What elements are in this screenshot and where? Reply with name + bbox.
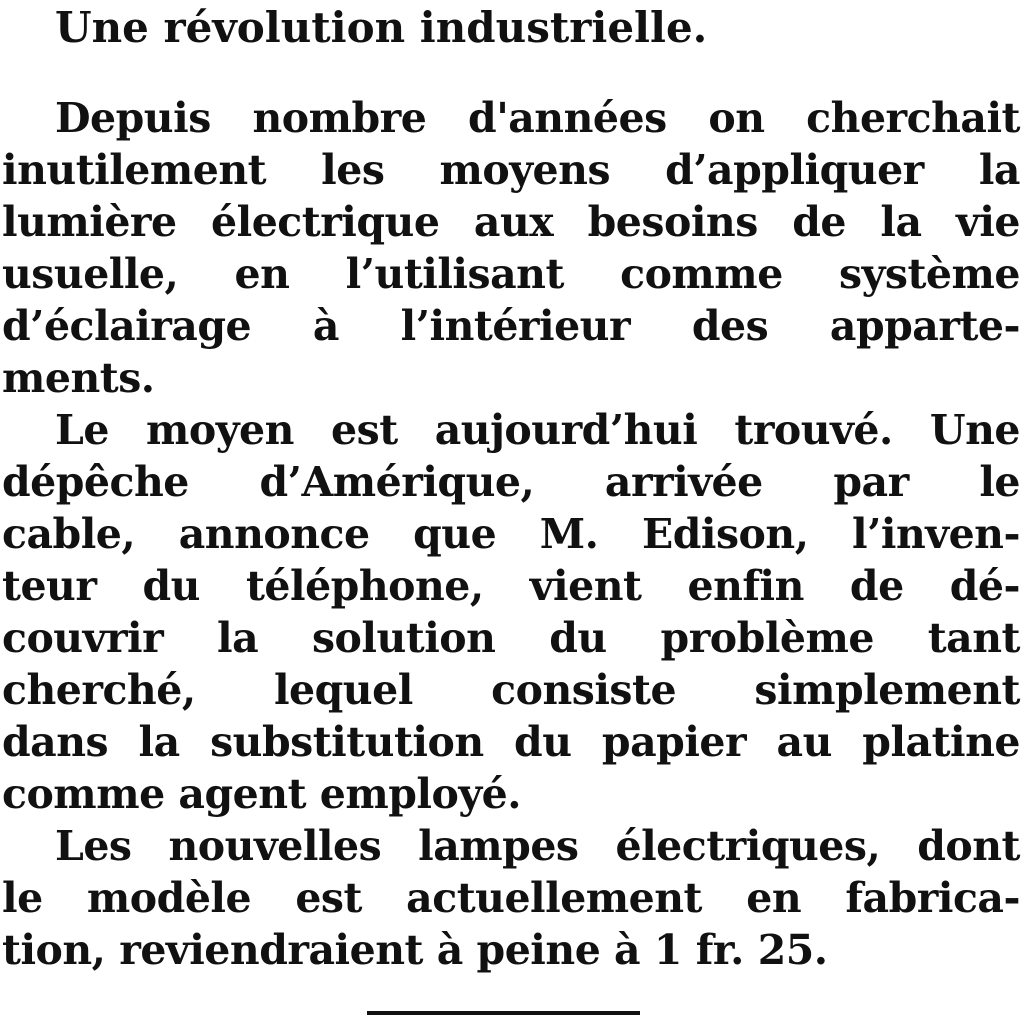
text-line: Depuis nombre d'années on cherchait <box>55 94 1020 142</box>
text-line: comme agent employé. <box>2 770 522 818</box>
text-line: dépêche d’Amérique, arrivée par le <box>2 458 1020 506</box>
text-line: cherché, lequel consiste simplement <box>2 666 1020 714</box>
text-line: ments. <box>2 354 155 402</box>
text-line: dans la substitution du papier au platine <box>2 718 1020 766</box>
text-line: Le moyen est aujourd’hui trouvé. Une <box>55 406 1020 454</box>
text-line: teur du téléphone, vient enfin de dé- <box>2 562 1020 610</box>
text-line: usuelle, en l’utilisant comme système <box>2 250 1020 298</box>
text-line: d’éclairage à l’intérieur des apparte- <box>2 302 1020 350</box>
separator-rule <box>367 1011 640 1015</box>
text-line: lumière électrique aux besoins de la vie <box>2 198 1020 246</box>
text-line: inutilement les moyens d’appliquer la <box>2 146 1020 194</box>
article-title: Une révolution industrielle. <box>55 3 708 52</box>
text-line: tion, reviendraient à peine à 1 fr. 25. <box>2 926 828 974</box>
text-line: cable, annonce que M. Edison, l’inven- <box>2 510 1020 558</box>
text-line: le modèle est actuellement en fabrica- <box>2 874 1020 922</box>
text-line: Les nouvelles lampes électriques, dont <box>55 822 1020 870</box>
text-line: couvrir la solution du problème tant <box>2 614 1020 662</box>
